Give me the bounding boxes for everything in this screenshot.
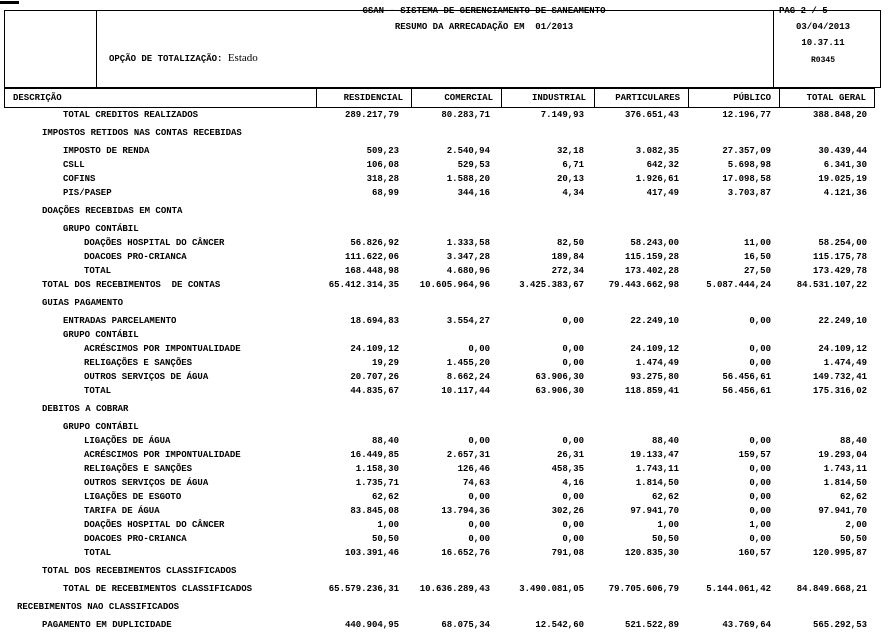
row-value [317,402,413,416]
row-value: 115.175,78 [812,252,867,262]
row-value: 458,35 [551,464,584,474]
row-value: 83.845,08 [350,506,399,516]
table-row [4,296,881,310]
row-value: 0,00 [562,492,584,502]
row-value: 1.743,11 [823,464,867,474]
row-value [598,126,693,140]
row-value: 19.133,47 [630,450,679,460]
row-value [693,600,785,614]
table-row [4,546,881,560]
page-number: PAG 2 / 5 [779,6,828,16]
column-header-publico: PÚBLICO [688,88,780,108]
row-value [598,420,693,434]
row-value: 0,00 [562,520,584,530]
row-value: 16.652,76 [441,548,490,558]
row-value: 68,99 [371,188,399,198]
row-value: 1,00 [377,520,399,530]
row-value: 3.425.383,67 [519,280,584,290]
row-value: 0,00 [749,316,771,326]
row-value: 88,40 [371,436,399,446]
table-row [4,172,881,186]
row-value: 10.605.964,96 [419,280,490,290]
row-value [504,402,598,416]
row-value [693,564,785,578]
row-value: 97.941,70 [630,506,679,516]
row-value [504,222,598,236]
table-row [4,108,881,122]
row-description: PAGAMENTO EM DUPLICIDADE [42,620,172,630]
row-value [504,564,598,578]
row-value: 19.293,04 [818,450,867,460]
row-value: 159,57 [738,450,771,460]
row-value: 10.636.289,43 [419,584,490,594]
column-header-total-geral: TOTAL GERAL [779,88,875,108]
row-description: TOTAL CREDITOS REALIZADOS [63,110,199,120]
row-value: 189,84 [551,252,584,262]
totalization-value: Estado [227,52,258,64]
row-value: 6.341,30 [823,160,867,170]
row-value: 120.995,87 [812,548,867,558]
row-value [317,296,413,310]
row-value [504,204,598,218]
row-value: 3.554,27 [446,316,490,326]
row-value [413,296,504,310]
row-value [785,328,881,342]
row-value [785,126,881,140]
row-value: 1.474,49 [635,358,679,368]
row-value: 82,50 [556,238,584,248]
row-value [413,328,504,342]
row-value: 30.439,44 [818,146,867,156]
row-value: 376.651,43 [624,110,679,120]
row-description: IMPOSTOS RETIDOS NAS CONTAS RECEBIDAS [42,128,242,138]
row-description: TARIFA DE ÁGUA [84,506,160,516]
table-row [4,618,881,632]
row-description: ACRÉSCIMOS POR IMPONTUALIDADE [84,344,241,354]
row-value: 11,00 [743,238,771,248]
row-description: TOTAL DOS RECEBIMENTOS CLASSIFICADOS [42,566,237,576]
row-value [413,126,504,140]
row-description: DOAÇÕES HOSPITAL DO CÂNCER [84,520,225,530]
row-value: 5.144.061,42 [706,584,771,594]
row-value: 56.456,61 [722,372,771,382]
row-value: 120.835,30 [624,548,679,558]
row-value: 56.456,61 [722,386,771,396]
row-value: 1,00 [749,520,771,530]
row-description: GRUPO CONTÁBIL [63,224,139,234]
row-description: RELIGAÇÕES E SANÇÕES [84,464,193,474]
report-title: RESUMO DA ARRECADAÇÃO EM 01/2013 [394,22,574,32]
row-value: 0,00 [562,316,584,326]
row-description: OUTROS SERVIÇOS DE ÁGUA [84,372,209,382]
row-value: 22.249,10 [630,316,679,326]
row-value: 160,57 [738,548,771,558]
row-value: 3.703,87 [727,188,771,198]
row-value: 0,00 [749,492,771,502]
row-value: 50,50 [651,534,679,544]
table-row [4,504,881,518]
row-description: TOTAL [84,266,112,276]
row-value: 0,00 [468,344,490,354]
table-row [4,222,881,236]
column-header-descricao: DESCRIÇÃO [4,88,317,108]
row-value: 1.814,50 [635,478,679,488]
row-value: 0,00 [749,436,771,446]
row-value [598,328,693,342]
row-value: 62,62 [371,492,399,502]
row-value [693,328,785,342]
row-description: RECEBIMENTOS NAO CLASSIFICADOS [17,602,180,612]
row-description: CSLL [63,160,85,170]
row-value: 4,34 [562,188,584,198]
table-row [4,204,881,218]
row-value: 1.926,61 [635,174,679,184]
row-value: 0,00 [468,534,490,544]
row-value [785,420,881,434]
column-header-industrial: INDUSTRIAL [501,88,595,108]
row-value: 27,50 [743,266,771,276]
row-value: 6,71 [562,160,584,170]
table-row [4,462,881,476]
row-value: 88,40 [839,436,867,446]
row-value: 0,00 [562,358,584,368]
row-value [504,600,598,614]
row-value: 79.443.662,98 [608,280,679,290]
row-value [598,402,693,416]
row-value: 24.109,12 [630,344,679,354]
row-value: 388.848,20 [812,110,867,120]
row-description: COFINS [63,174,96,184]
row-description: DEBITOS A COBRAR [42,404,129,414]
row-value: 80.283,71 [441,110,490,120]
row-value [598,204,693,218]
row-value: 27.357,09 [722,146,771,156]
table-row [4,356,881,370]
row-value [693,402,785,416]
table-row [4,314,881,328]
row-value [413,564,504,578]
row-value: 175.316,02 [812,386,867,396]
row-description: LIGAÇÕES DE ÁGUA [84,436,171,446]
row-value: 0,00 [749,534,771,544]
table-row [4,236,881,250]
row-value: 0,00 [749,478,771,488]
row-value: 3.082,35 [635,146,679,156]
row-value: 63.906,30 [535,372,584,382]
row-value: 26,31 [556,450,584,460]
table-row [4,158,881,172]
row-value: 4.680,96 [446,266,490,276]
row-value: 118.859,41 [624,386,679,396]
row-value: 103.391,46 [344,548,399,558]
row-value: 8.662,24 [446,372,490,382]
row-value: 1.588,20 [446,174,490,184]
table-row [4,370,881,384]
row-description: TOTAL DOS RECEBIMENTOS DE CONTAS [42,280,221,290]
row-value: 0,00 [468,436,490,446]
table-row [4,264,881,278]
row-value: 32,18 [556,146,584,156]
row-value: 3.490.081,05 [519,584,584,594]
table-row [4,490,881,504]
row-value: 56.826,92 [350,238,399,248]
row-value: 440.904,95 [344,620,399,630]
row-value [504,126,598,140]
row-value: 0,00 [749,358,771,368]
row-value [413,420,504,434]
row-value: 62,62 [651,492,679,502]
row-value: 68.075,34 [441,620,490,630]
row-value: 1.814,50 [823,478,867,488]
row-value: 16,50 [743,252,771,262]
row-value: 0,00 [562,344,584,354]
row-value [785,204,881,218]
row-value: 106,08 [366,160,399,170]
row-description: GRUPO CONTÁBIL [63,422,139,432]
row-value: 20.707,26 [350,372,399,382]
row-value [413,402,504,416]
table-row [4,402,881,416]
row-description: TOTAL [84,548,112,558]
row-value: 3.347,28 [446,252,490,262]
totalization-label: OPÇÃO DE TOTALIZAÇÃO: [109,54,228,64]
system-title: GSAN - SISTEMA DE GERENCIAMENTO DE SANEAMENTO [362,6,606,16]
row-description: RELIGAÇÕES E SANÇÕES [84,358,193,368]
row-value [504,328,598,342]
column-header-residencial: RESIDENCIAL [316,88,412,108]
report-time: 10.37.11 [801,38,845,48]
row-value: 168.448,98 [344,266,399,276]
row-value: 0,00 [468,492,490,502]
table-row [4,250,881,264]
row-value: 19.025,19 [818,174,867,184]
row-value: 50,50 [371,534,399,544]
row-value [504,296,598,310]
row-value: 2.540,94 [446,146,490,156]
table-row [4,144,881,158]
row-value [785,600,881,614]
row-value: 65.412.314,35 [328,280,399,290]
row-value: 4,16 [562,478,584,488]
row-value [598,564,693,578]
row-value: 2.657,31 [446,450,490,460]
row-value: 12.542,60 [535,620,584,630]
row-value: 0,00 [749,464,771,474]
row-value: 1.735,71 [355,478,399,488]
report-code: R0345 [810,56,835,65]
table-row [4,126,881,140]
table-row [4,420,881,434]
row-value: 74,63 [462,478,490,488]
row-value [785,222,881,236]
row-description: GRUPO CONTÁBIL [63,330,139,340]
table-row [4,518,881,532]
row-value: 149.732,41 [812,372,867,382]
row-value: 58.254,00 [818,238,867,248]
row-value: 509,23 [366,146,399,156]
report-body [4,108,881,632]
row-value: 65.579.236,31 [328,584,399,594]
row-value: 43.769,64 [722,620,771,630]
row-value [785,564,881,578]
row-value: 0,00 [562,436,584,446]
row-value: 417,49 [646,188,679,198]
row-description: TOTAL DE RECEBIMENTOS CLASSIFICADOS [63,584,253,594]
row-value: 0,00 [749,506,771,516]
row-description: PIS/PASEP [63,188,112,198]
row-value: 20,13 [556,174,584,184]
row-value: 10.117,44 [441,386,490,396]
row-value [785,402,881,416]
row-value [785,296,881,310]
column-header-row [4,88,881,108]
column-header-comercial: COMERCIAL [411,88,502,108]
row-value [598,600,693,614]
row-value: 1.743,11 [635,464,679,474]
row-description: DOACOES PRO-CRIANCA [84,252,187,262]
row-value [693,420,785,434]
row-value [317,328,413,342]
row-value [598,296,693,310]
row-description: IMPOSTO DE RENDA [63,146,150,156]
row-value [317,222,413,236]
top-left-bar [0,1,19,4]
row-value: 18.694,83 [350,316,399,326]
row-value [317,204,413,218]
row-value: 5.087.444,24 [706,280,771,290]
table-row [4,448,881,462]
row-value: 24.109,12 [818,344,867,354]
row-value: 521.522,89 [624,620,679,630]
row-value: 173.429,78 [812,266,867,276]
row-value: 1.455,20 [446,358,490,368]
row-value: 84.531.107,22 [796,280,867,290]
row-value: 173.402,28 [624,266,679,276]
table-row [4,532,881,546]
row-value: 58.243,00 [630,238,679,248]
report-date: 03/04/2013 [795,22,850,32]
row-value: 13.794,36 [441,506,490,516]
row-value: 17.098,58 [722,174,771,184]
row-value: 62,62 [839,492,867,502]
row-description: TOTAL [84,386,112,396]
row-value [693,126,785,140]
row-value: 97.941,70 [818,506,867,516]
row-value: 272,34 [551,266,584,276]
row-value: 84.849.668,21 [796,584,867,594]
row-value: 344,16 [457,188,490,198]
row-value: 318,28 [366,174,399,184]
row-value: 0,00 [468,520,490,530]
row-value: 111.622,06 [344,252,399,262]
row-value [317,126,413,140]
row-value: 1.158,30 [355,464,399,474]
row-value: 2,00 [845,520,867,530]
row-value: 642,32 [646,160,679,170]
row-value: 12.196,77 [722,110,771,120]
row-value [317,564,413,578]
row-value: 4.121,36 [823,188,867,198]
row-value [693,296,785,310]
row-value: 44.835,67 [350,386,399,396]
row-value: 565.292,53 [812,620,867,630]
row-description: ENTRADAS PARCELAMENTO [63,316,177,326]
row-value: 529,53 [457,160,490,170]
table-row [4,384,881,398]
table-row [4,342,881,356]
table-row [4,186,881,200]
row-value: 302,26 [551,506,584,516]
row-description: OUTROS SERVIÇOS DE ÁGUA [84,478,209,488]
table-row [4,476,881,490]
row-value: 289.217,79 [344,110,399,120]
row-value [413,222,504,236]
column-header-particulares: PARTICULARES [594,88,689,108]
row-description: GUIAS PAGAMENTO [42,298,124,308]
row-value: 22.249,10 [818,316,867,326]
row-value: 0,00 [562,534,584,544]
row-value: 19,29 [371,358,399,368]
totalization-option [109,52,258,64]
row-value [693,204,785,218]
row-value: 93.275,80 [630,372,679,382]
row-description: DOAÇÕES HOSPITAL DO CÂNCER [84,238,225,248]
table-row [4,564,881,578]
row-value: 791,08 [551,548,584,558]
row-value: 1.333,58 [446,238,490,248]
row-description: LIGAÇÕES DE ESGOTO [84,492,182,502]
table-row [4,434,881,448]
row-value: 115.159,28 [624,252,679,262]
row-description: DOAÇÕES RECEBIDAS EM CONTA [42,206,183,216]
row-value: 24.109,12 [350,344,399,354]
row-value: 7.149,93 [540,110,584,120]
row-value: 1,00 [657,520,679,530]
table-row [4,582,881,596]
row-value: 79.705.606,79 [608,584,679,594]
row-description: ACRÉSCIMOS POR IMPONTUALIDADE [84,450,241,460]
row-description: DOACOES PRO-CRIANCA [84,534,187,544]
row-value: 126,46 [457,464,490,474]
row-value: 50,50 [839,534,867,544]
table-row [4,600,881,614]
row-value [413,600,504,614]
row-value [317,420,413,434]
row-value: 0,00 [749,344,771,354]
row-value [504,420,598,434]
row-value [317,600,413,614]
row-value [413,204,504,218]
row-value: 63.906,30 [535,386,584,396]
row-value [598,222,693,236]
table-row [4,328,881,342]
row-value [693,222,785,236]
row-value: 88,40 [651,436,679,446]
table-row [4,278,881,292]
row-value: 5.698,98 [727,160,771,170]
row-value: 16.449,85 [350,450,399,460]
row-value: 1.474,49 [823,358,867,368]
